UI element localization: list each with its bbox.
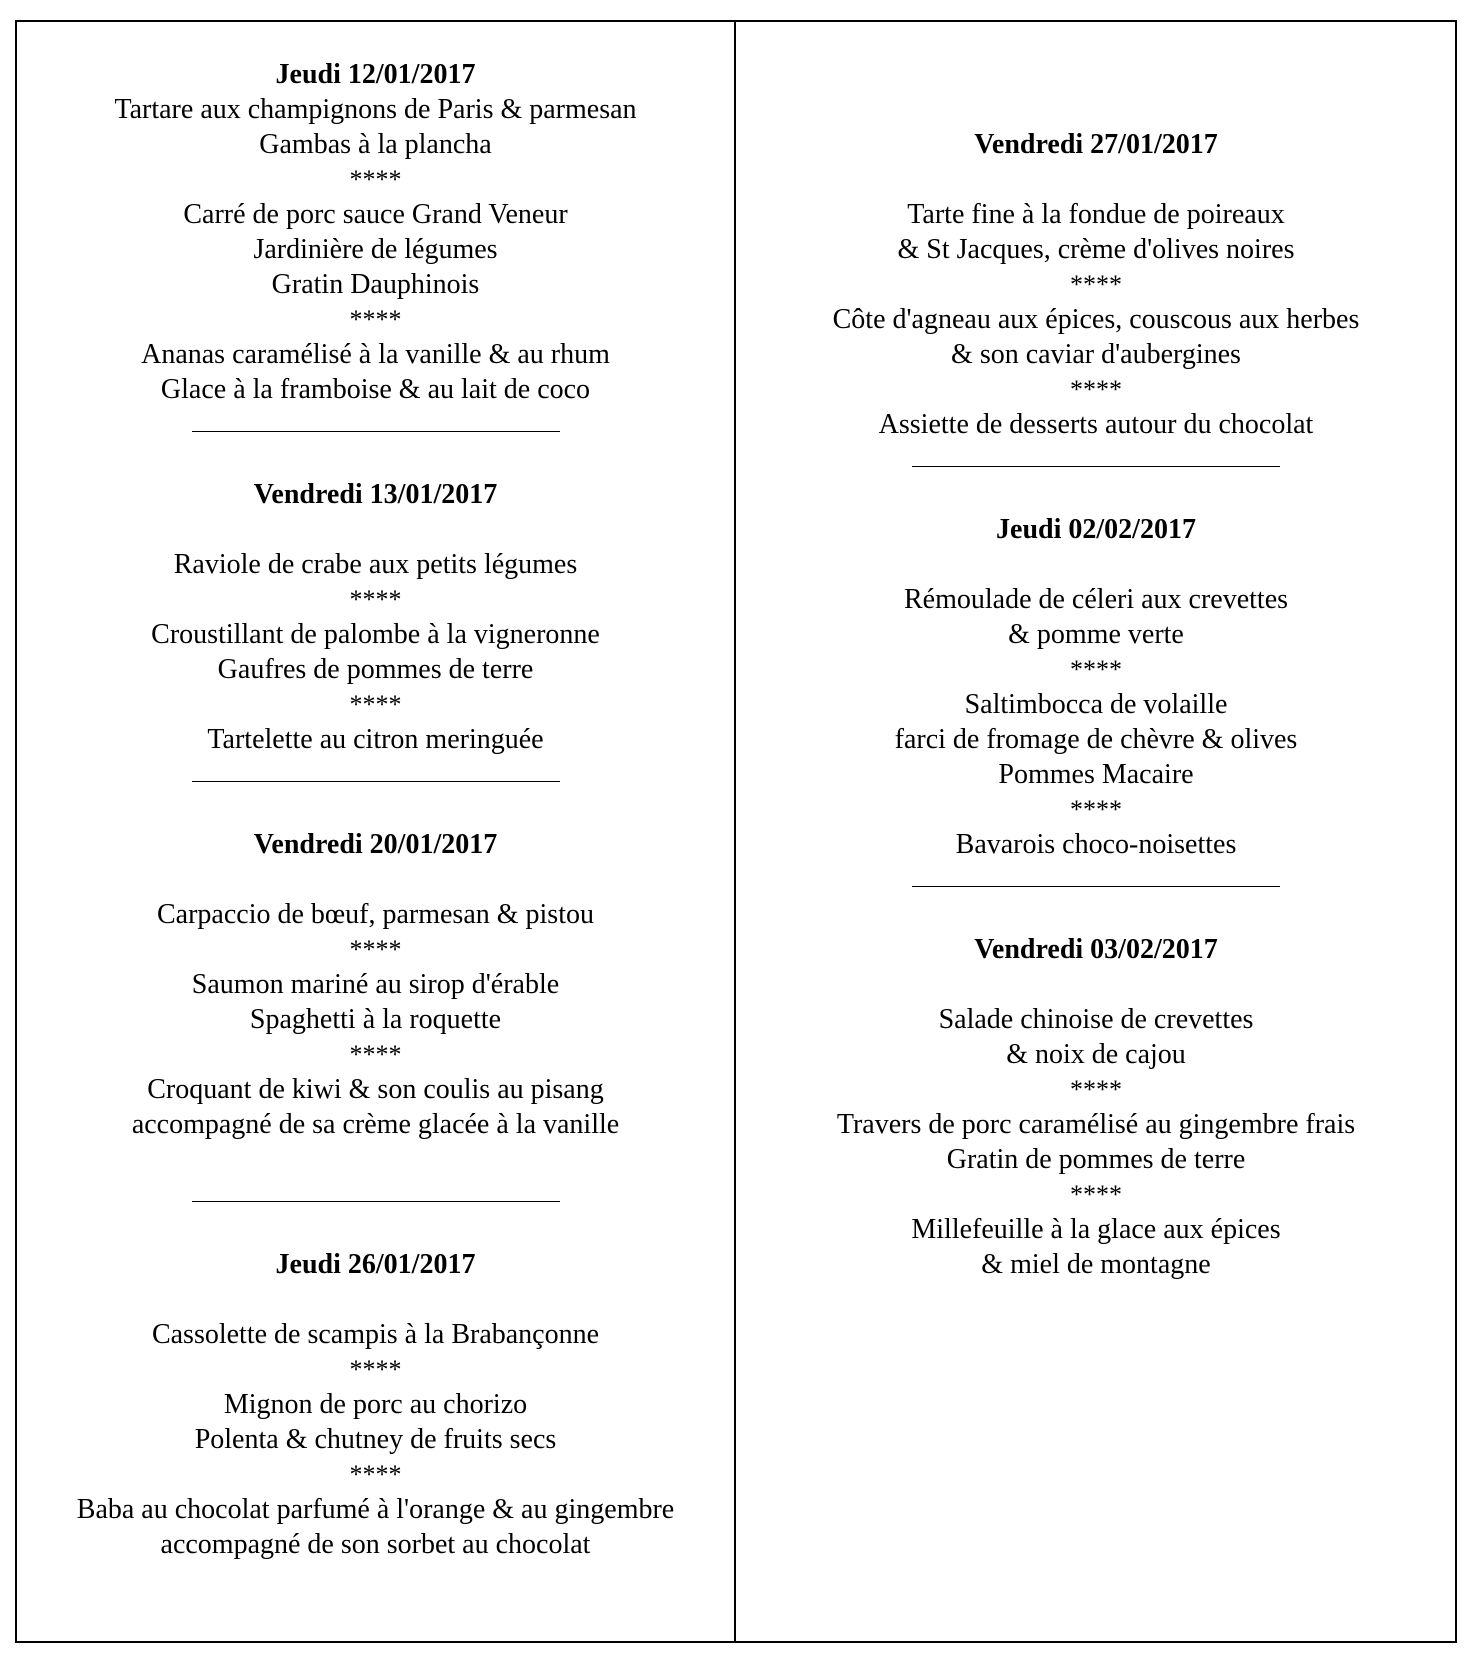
- day-divider: [17, 407, 734, 442]
- course-separator: ****: [1070, 375, 1122, 404]
- dish-line: Jardinière de légumes: [253, 234, 498, 265]
- dish-line: Glace à la framboise & au lait de coco: [160, 374, 591, 405]
- day-section: [736, 932, 1456, 1282]
- dish-line: Pommes Macaire: [998, 759, 1194, 790]
- course-separator: ****: [349, 1040, 402, 1069]
- day-divider: [17, 1177, 734, 1212]
- course-separator: ****: [1070, 1180, 1122, 1209]
- day-section: [17, 57, 734, 407]
- day-title: Vendredi 20/01/2017: [253, 829, 498, 860]
- dish-line: Tarte fine à la fondue de poireaux: [907, 199, 1285, 230]
- day-section: [736, 127, 1456, 442]
- dish-line: Saltimbocca de volaille: [964, 689, 1228, 720]
- dish-line: accompagné de sa crème glacée à la vanille: [131, 1109, 620, 1140]
- dish-line: accompagné de son sorbet au chocolat: [160, 1529, 591, 1560]
- dish-line: Gratin Dauphinois: [271, 269, 480, 300]
- course-separator: ****: [1070, 270, 1122, 299]
- dish-line: & St Jacques, crème d'olives noires: [897, 234, 1295, 265]
- course-separator: ****: [1070, 1075, 1122, 1104]
- day-title: Jeudi 12/01/2017: [275, 59, 476, 90]
- day-section: [17, 477, 734, 757]
- course-separator: ****: [349, 165, 402, 194]
- dish-line: Croquant de kiwi & son coulis au pisang: [147, 1074, 604, 1105]
- day-divider: [736, 442, 1456, 477]
- dish-line: Croustillant de palombe à la vigneronne: [151, 619, 600, 650]
- day-title: Vendredi 03/02/2017: [974, 934, 1218, 965]
- dish-line: Salade chinoise de crevettes: [938, 1004, 1254, 1035]
- dish-line: Spaghetti à la roquette: [249, 1004, 502, 1035]
- day-section: [17, 1247, 734, 1562]
- course-separator: ****: [1070, 655, 1122, 684]
- dish-line: Tartelette au citron meringuée: [207, 724, 544, 755]
- dish-line: Raviole de crabe aux petits légumes: [173, 549, 578, 580]
- course-separator: ****: [349, 1460, 402, 1489]
- dish-line: Carpaccio de bœuf, parmesan & pistou: [157, 899, 594, 930]
- dish-line: Polenta & chutney de fruits secs: [194, 1424, 557, 1455]
- dish-line: Millefeuille à la glace aux épices: [911, 1214, 1281, 1245]
- dish-line: Mignon de porc au chorizo: [223, 1389, 528, 1420]
- day-section: [17, 827, 734, 1142]
- dish-line: Ananas caramélisé à la vanille & au rhum: [141, 339, 610, 370]
- dish-line: Tartare aux champignons de Paris & parmesan: [114, 94, 637, 125]
- left-column: [17, 57, 734, 1562]
- dish-line: Assiette de desserts autour du chocolat: [878, 409, 1314, 440]
- dish-line: Côte d'agneau aux épices, couscous aux herbes: [832, 304, 1360, 335]
- course-separator: ****: [349, 935, 402, 964]
- dish-line: Saumon mariné au sirop d'érable: [191, 969, 560, 1000]
- dish-line: Carré de porc sauce Grand Veneur: [183, 199, 568, 230]
- day-title: Jeudi 02/02/2017: [996, 514, 1196, 545]
- dish-line: Travers de porc caramélisé au gingembre frais: [836, 1109, 1356, 1140]
- day-divider: [17, 757, 734, 792]
- day-title: Vendredi 13/01/2017: [253, 479, 498, 510]
- course-separator: ****: [1070, 795, 1122, 824]
- course-separator: ****: [349, 690, 402, 719]
- dish-line: Cassolette de scampis à la Brabançonne: [151, 1319, 600, 1350]
- dish-line: & son caviar d'aubergines: [951, 339, 1241, 370]
- course-separator: ****: [349, 305, 402, 334]
- dish-line: Bavarois choco-noisettes: [955, 829, 1237, 860]
- dish-line: & pomme verte: [1008, 619, 1184, 650]
- day-divider: [736, 862, 1456, 897]
- course-separator: ****: [349, 1355, 402, 1384]
- day-title: Jeudi 26/01/2017: [275, 1249, 476, 1280]
- dish-line: Gaufres de pommes de terre: [217, 654, 534, 685]
- dish-line: Baba au chocolat parfumé à l'orange & au gingembre: [76, 1494, 675, 1525]
- dish-line: farci de fromage de chèvre & olives: [894, 724, 1298, 755]
- dish-line: Gambas à la plancha: [259, 129, 492, 160]
- day-title: Vendredi 27/01/2017: [974, 129, 1218, 160]
- right-column: [736, 127, 1456, 1282]
- dish-line: Gratin de pommes de terre: [946, 1144, 1246, 1175]
- day-section: [736, 512, 1456, 862]
- course-separator: ****: [349, 585, 402, 614]
- dish-line: & noix de cajou: [1006, 1039, 1186, 1070]
- dish-line: & miel de montagne: [981, 1249, 1211, 1280]
- dish-line: Rémoulade de céleri aux crevettes: [903, 584, 1289, 615]
